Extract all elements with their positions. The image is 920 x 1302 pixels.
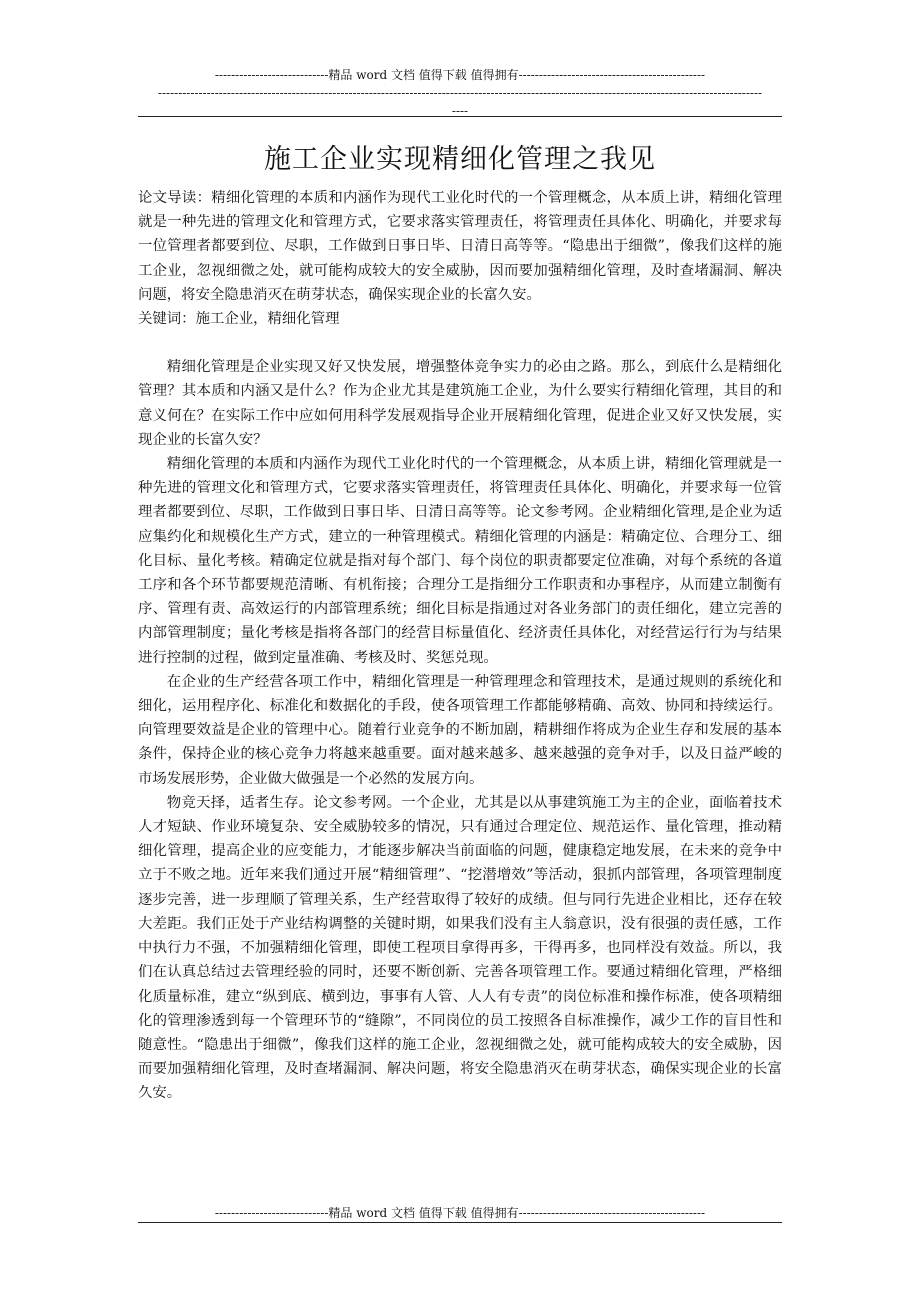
body-paragraph-4: 物竞天择，适者生存。论文参考网。一个企业，尤其是以从事建筑施工为主的企业，面临着技术人才短缺、作业环境复杂、安全威胁较多的情况，只有通过合理定位、规范运作、量化管理，推动精细化管理，提高企业的应变能力，才能逐步解决当前面临的问题，健康稳定地发展，在未来的竞争中立于不败之地。近年来我们通过开展“精细管理”、“挖潜增效”等活动，狠抓内部管理，各项管理制度逐步完善，进一步理顺了管理关系，生产经营取得了较好的成绩。但与同行先进企业相比，还存在较大差距。我们正处于产业结构调整的关键时期，如果我们没有主人翁意识，没有很强的责任感，工作中执行力不强，不加强精细化管理，即使工程项目拿得再多，干得再多，也同样没有效益。所以，我们在认真总结过去管理经验的同时，还要不断创新、完善各项管理工作。要通过精细化管理，严格细化质量标准，建立“纵到底、横到边，事事有人管、人人有专责”的岗位标准和操作标准，使各项精细化的管理渗透到每一个管理环节的“缝隙”，不同岗位的员工按照各自标准操作，减少工作的盲目性和随意性。“隐患出于细微”，像我们这样的施工企业，忽视细微之处，就可能构成较大的安全威胁，因而要加强精细化管理，及时查堵漏洞、解决问题，将安全隐患消灭在萌芽状态，确保实现企业的长富久安。: [138, 794, 782, 1102]
abstract-paragraph: 论文导读：精细化管理的本质和内涵作为现代工业化时代的一个管理概念，从本质上讲，精细化管理就是一种先进的管理文化和管理方式，它要求落实管理责任，将管理责任具体化、明确化，并要求每一位管理者都要到位、尽职，工作做到日事日毕、日清日高等等。“隐患出于细微”，像我们这样的施工企业，忽视细微之处，就可能构成较大的安全威胁，因而要加强精细化管理，及时查堵漏洞、解决问题，将安全隐患消灭在萌芽状态，确保实现企业的长富久安。: [138, 190, 782, 303]
footer-line-1: ----------------------------精品 word 文档 值得下载 值得拥有----------------------------------------------: [214, 1206, 706, 1220]
document-page: [138, 0, 782, 1302]
document-body: [138, 186, 782, 1106]
header-rule: [138, 116, 782, 117]
header-line-1: ----------------------------精品 word 文档 值得下载 值得拥有----------------------------------------------: [214, 68, 706, 82]
header-line-2: -----------------------------------------------------------------------------------------------------------------------------------------------------: [157, 86, 763, 100]
body-paragraph-1: 精细化管理是企业实现又好又快发展，增强整体竞争实力的必由之路。那么，到底什么是精细化管理？其本质和内涵又是什么？作为企业尤其是建筑施工企业，为什么要实行精细化管理，其目的和意义何在？在实际工作中应如何用科学发展观指导企业开展精细化管理，促进企业又好又快发展，实现企业的长富久安？: [138, 359, 782, 448]
page-footer: [138, 1204, 782, 1222]
footer-rule: [138, 1222, 782, 1223]
page-header: [138, 66, 782, 120]
body-paragraph-3: 在企业的生产经营各项工作中，精细化管理是一种管理理念和管理技术，是通过规则的系统化和细化，运用程序化、标准化和数据化的手段，使各项管理工作都能够精确、高效、协同和持续运行。向管理要效益是企业的管理中心。随着行业竞争的不断加剧，精耕细作将成为企业生存和发展的基本条件，保持企业的核心竞争力将越来越重要。面对越来越多、越来越强的竞争对手，以及日益严峻的市场发展形势，企业做大做强是一个必然的发展方向。: [138, 673, 782, 787]
body-paragraph-2: 精细化管理的本质和内涵作为现代工业化时代的一个管理概念，从本质上讲，精细化管理就是一种先进的管理文化和管理方式，它要求落实管理责任，将管理责任具体化、明确化，并要求每一位管理者都要到位、尽职，工作做到日事日毕、日清日高等等。论文参考网。企业精细化管理,是企业为适应集约化和规模化生产方式，建立的一种管理模式。精细化管理的内涵是：精确定位、合理分工、细化目标、量化考核。精确定位就是指对每个部门、每个岗位的职责都要定位准确，对每个系统的各道工序和各个环节都要规范清晰、有机衔接；合理分工是指细分工作职责和办事程序，从而建立制衡有序、管理有责、高效运行的内部管理系统；细化目标是指通过对各业务部门的责任细化，建立完善的内部管理制度；量化考核是指将各部门的经营目标量值化、经济责任具体化，对经营运行行为与结果进行控制的过程，做到定量准确、考核及时、奖惩兑现。: [138, 456, 782, 666]
header-line-3: ----: [451, 104, 469, 118]
document-title: 施工企业实现精细化管理之我见: [264, 144, 656, 175]
spacer: [138, 331, 782, 355]
keywords-line: 关键词：施工企业，精细化管理: [138, 311, 340, 328]
